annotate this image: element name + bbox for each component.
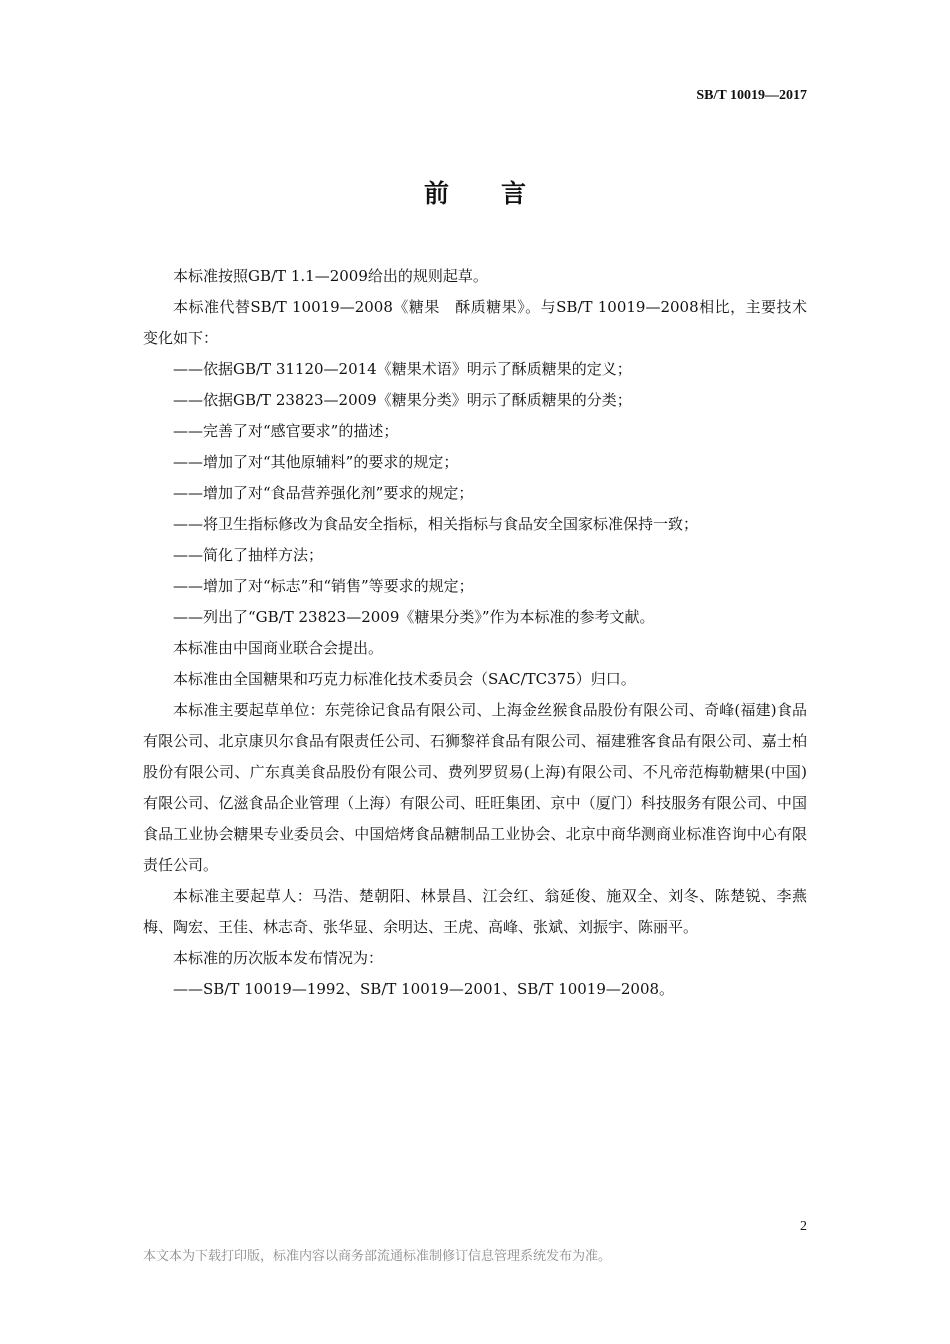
list-item: ——依据GB/T 23823—2009《糖果分类》明示了酥质糖果的分类；: [173, 391, 632, 409]
list-item: ——将卫生指标修改为食品安全指标，相关指标与食品安全国家标准保持一致；: [173, 515, 699, 533]
paragraph-replaces: 本标准代替SB/T 10019—2008《糖果 酥质糖果》。与SB/T 10019—2008相比，主要技术变化如下：: [143, 298, 807, 347]
paragraph-proposed-by: 本标准由中国商业联合会提出。: [173, 639, 384, 657]
list-item: ——依据GB/T 31120—2014《糖果术语》明示了酥质糖果的定义；: [173, 360, 632, 378]
list-item: ——完善了对“感官要求”的描述；: [173, 422, 399, 440]
list-item: ——增加了对“其他原辅料”的要求的规定；: [173, 453, 459, 471]
list-item: ——简化了抽样方法；: [173, 546, 324, 564]
page-title: [0, 174, 950, 210]
footer-note: 本文本为下载打印版，标准内容以商务部流通标准制修订信息管理系统发布为准。: [143, 1249, 612, 1264]
paragraph-administered-by: 本标准由全国糖果和巧克力标准化技术委员会（SAC/TC375）归口。: [173, 670, 636, 688]
page-number: 2: [800, 1219, 807, 1234]
paragraph-drafting-units: 本标准主要起草单位：东莞徐记食品有限公司、上海金丝猴食品股份有限公司、奇峰(福建)食品有限公司、北京康贝尔食品有限责任公司、石狮黎祥食品有限公司、福建雅客食品有限公司、嘉士柏股份有限公司、广东真美食品股份有限公司、费列罗贸易(上海)有限公司、不凡帝范梅勒糖果(中国)有限公司、亿滋食品企业管理（上海）有限公司、旺旺集团、京中（厦门）科技服务有限公司、中国食品工业协会糖果专业委员会、中国焙烤食品糖制品工业协会、北京中商华测商业标准咨询中心有限责任公司。: [143, 701, 807, 874]
paragraph-drafting-rules: 本标准按照GB/T 1.1—2009给出的规则起草。: [173, 267, 488, 285]
title-char-1: 前: [423, 179, 449, 208]
list-item: ——增加了对“食品营养强化剂”要求的规定；: [173, 484, 474, 502]
paragraph-history-heading: 本标准的历次版本发布情况为：: [173, 949, 384, 967]
foreword-body: [143, 261, 807, 1005]
list-item: ——增加了对“标志”和“销售”等要求的规定；: [173, 577, 474, 595]
list-item: ——列出了“GB/T 23823—2009《糖果分类》”作为本标准的参考文献。: [173, 608, 655, 626]
title-char-2: 言: [501, 179, 527, 208]
standard-code: SB/T 10019—2017: [696, 88, 807, 103]
list-item: ——SB/T 10019—1992、SB/T 10019—2001、SB/T 10019—2008。: [173, 980, 675, 998]
paragraph-drafters: 本标准主要起草人：马浩、楚朝阳、林景昌、江会红、翁延俊、施双全、刘冬、陈楚锐、李燕梅、陶宏、王佳、林志奇、张华显、余明达、王虎、高峰、张斌、刘振宇、陈丽平。: [143, 887, 807, 936]
